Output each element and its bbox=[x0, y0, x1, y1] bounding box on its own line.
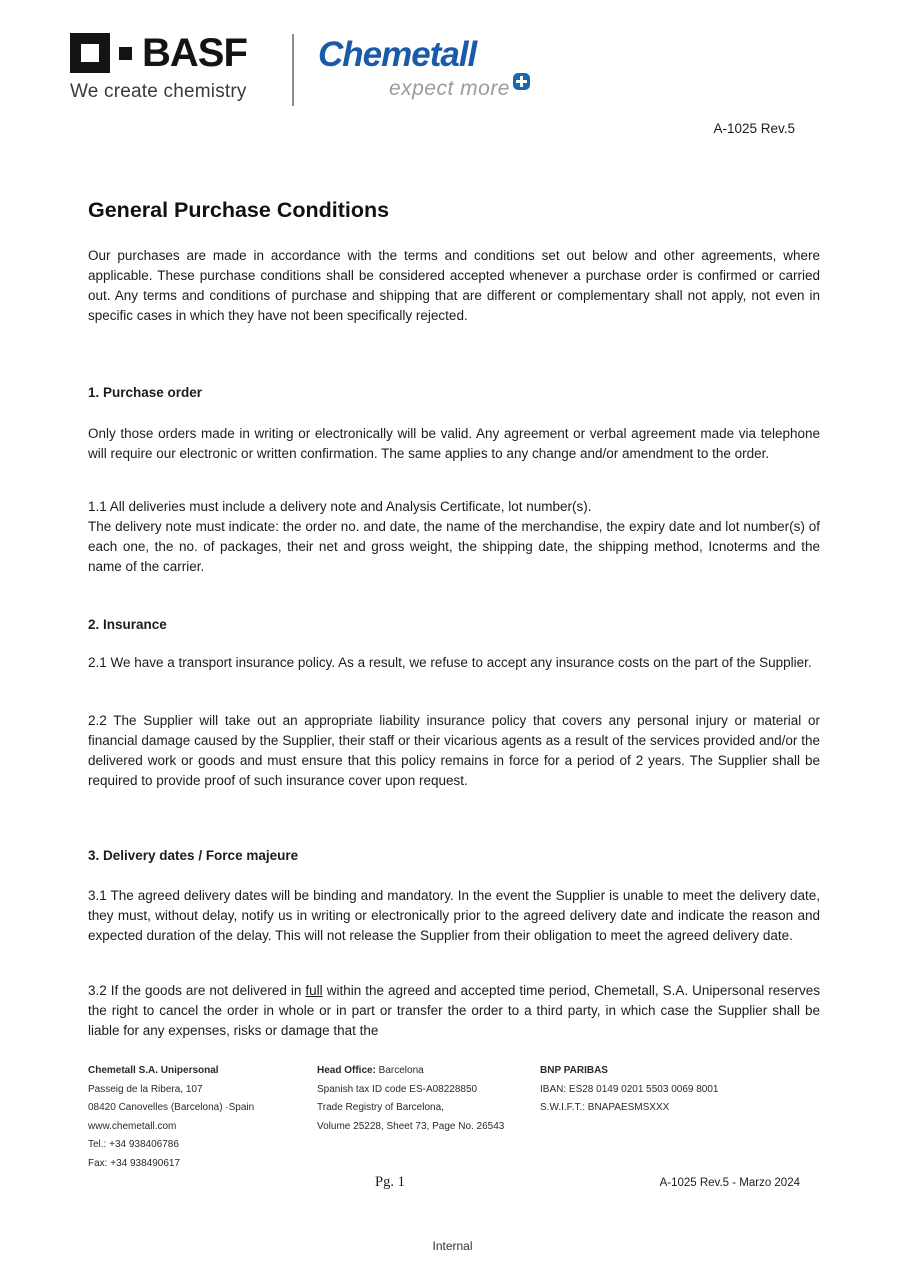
company-line: 08420 Canovelles (Barcelona) ·Spain bbox=[88, 1102, 255, 1113]
page-number: Pg. 1 bbox=[375, 1174, 405, 1190]
company-line: Passeig de la Ribera, 107 bbox=[88, 1083, 203, 1095]
basf-tagline: We create chemistry bbox=[70, 81, 247, 102]
doc-ref: A-1025 Rev.5 bbox=[713, 121, 795, 136]
footer-bank-column bbox=[540, 1062, 810, 1118]
basf-dot-icon bbox=[119, 47, 132, 60]
basf-square-icon bbox=[70, 33, 110, 73]
basf-wordmark: BASF bbox=[142, 31, 247, 75]
classification-label: Internal bbox=[432, 1239, 473, 1253]
heading-text: 3. Delivery dates / Force majeure bbox=[88, 848, 299, 863]
office-line: Spanish tax ID code ES-A08228850 bbox=[317, 1083, 478, 1095]
logo-divider bbox=[292, 34, 294, 106]
paragraph-segment: 3.2 If the goods are not delivered in bbox=[88, 983, 306, 998]
chemetall-logo bbox=[318, 34, 530, 101]
section-1-paragraph bbox=[88, 424, 820, 464]
basf-logo bbox=[70, 31, 266, 103]
head-office-label: Head Office: bbox=[317, 1065, 376, 1076]
head-office-value: Barcelona bbox=[375, 1065, 424, 1076]
paragraph-text: The delivery note must indicate: the order no. and date, the name of the merchandise, the expiry date and lot number(s) of each one, the no. of packages, their net and gross weight, the shipping date, the shipping method, Icnoterms and the name of the carrier. bbox=[88, 519, 820, 574]
head-office-line bbox=[317, 1062, 537, 1081]
office-line: Trade Registry of Barcelona, bbox=[317, 1102, 444, 1113]
section-2-1-paragraph bbox=[88, 653, 820, 673]
paragraph-text: 1.1 All deliveries must include a delivery note and Analysis Certificate, lot number(s). bbox=[88, 499, 592, 514]
heading-text: 1. Purchase order bbox=[88, 385, 203, 400]
section-1-heading bbox=[88, 385, 820, 400]
plus-icon bbox=[513, 73, 530, 90]
company-name: Chemetall S.A. Unipersonal bbox=[88, 1065, 219, 1076]
bank-swift: S.W.I.F.T.: BNAPAESMSXXX bbox=[540, 1102, 670, 1113]
paragraph-text: 3.1 The agreed delivery dates will be binding and mandatory. In the event the Supplier is unable to meet the delivery date, they must, without delay, notify us in writing or electronically prior to the agreed delivery date and indicate the reason and expected duration of the delay. This will not release the Supplier from their obligation to meet the agreed delivery date. bbox=[88, 888, 820, 943]
section-1-1-paragraph bbox=[88, 497, 820, 577]
chemetall-tagline: expect more bbox=[388, 77, 510, 100]
paragraph-text: Our purchases are made in accordance with the terms and conditions set out below and other agreements, where applicable. These purchase conditions shall be considered accepted whenever a purchase order is confirmed or carried out. Any terms and conditions of purchase and shipping that are different or complementary shall not apply, not even in specific cases in which they have not been specifically rejected. bbox=[88, 248, 820, 323]
company-website: www.chemetall.com bbox=[88, 1120, 177, 1132]
company-fax: Fax: +34 938490617 bbox=[88, 1157, 181, 1169]
section-3-heading bbox=[88, 848, 820, 863]
company-phone: Tel.: +34 938406786 bbox=[88, 1139, 179, 1150]
paragraph-segment: within the agreed and accepted time period, Chemetall, S.A. Unipersonal reserves the right to cancel the order in whole or in part or transfer the order to a third party, in which case the Supplier shall be liable for any expenses, risks or damage that the bbox=[88, 983, 820, 1038]
basf-logo-row bbox=[70, 31, 266, 75]
heading-text: 2. Insurance bbox=[88, 617, 167, 632]
footer-company-column bbox=[88, 1062, 313, 1173]
underlined-word: full bbox=[305, 983, 323, 998]
chemetall-tagline-row bbox=[318, 77, 530, 101]
section-2-2-paragraph bbox=[88, 711, 820, 791]
section-3-1-paragraph bbox=[88, 886, 820, 946]
paragraph-text: Only those orders made in writing or electronically will be valid. Any agreement or verbal agreement made via telephone will require our electronic or written confirmation. The same applies to any change and/or amendment to the order. bbox=[88, 426, 820, 461]
bank-iban: IBAN: ES28 0149 0201 5503 0069 8001 bbox=[540, 1083, 719, 1095]
bank-name: BNP PARIBAS bbox=[540, 1065, 608, 1076]
footer-office-column bbox=[317, 1062, 537, 1136]
section-2-heading bbox=[88, 617, 820, 632]
paragraph-text: 2.1 We have a transport insurance policy. As a result, we refuse to accept any insurance costs on the part of the Supplier. bbox=[88, 655, 812, 670]
chemetall-wordmark: Chemetall bbox=[318, 35, 477, 74]
page-title: General Purchase Conditions bbox=[88, 198, 390, 222]
office-line: Volume 25228, Sheet 73, Page No. 26543 bbox=[317, 1120, 505, 1132]
doc-ref-date: A-1025 Rev.5 - Marzo 2024 bbox=[659, 1177, 800, 1189]
intro-paragraph bbox=[88, 246, 820, 326]
paragraph-text: 2.2 The Supplier will take out an appropriate liability insurance policy that covers any personal injury or material or financial damage caused by the Supplier, their staff or their vicarious agents as a result of the services provided and/or the delivered work or goods and must ensure that this policy remains in force for a period of 2 years. The Supplier shall be required to provide proof of such insurance cover upon request. bbox=[88, 713, 820, 788]
paragraph-text bbox=[88, 981, 820, 1041]
header-logos bbox=[70, 31, 530, 106]
section-3-2-paragraph bbox=[88, 981, 820, 1041]
